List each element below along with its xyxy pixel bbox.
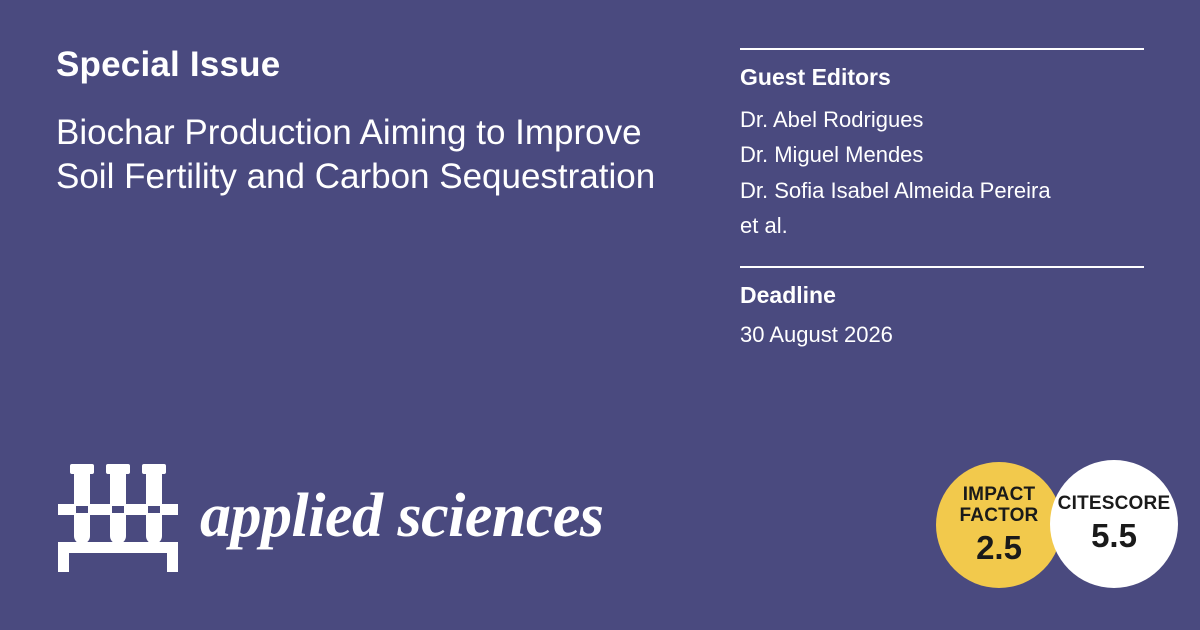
list-item: Dr. Sofia Isabel Almeida Pereira (740, 177, 1051, 203)
journal-title: applied sciences (200, 482, 604, 550)
list-item: Dr. Abel Rodrigues (740, 106, 924, 132)
impact-factor-value: 2.5 (976, 528, 1022, 566)
special-issue-title: Biochar Production Aiming to Improve Soil Fertility and Carbon Sequestration (56, 112, 656, 197)
citescore-label: CITESCORE (1057, 492, 1171, 514)
impact-factor-badge (936, 462, 1062, 588)
guest-editors-list (740, 102, 1144, 245)
impact-factor-label-line2: FACTOR (959, 505, 1039, 527)
deadline-date: 30 August 2026 (740, 321, 893, 347)
divider-top (740, 48, 1144, 50)
guest-editors-heading: Guest Editors (740, 64, 891, 90)
test-tube-rack-icon (58, 460, 178, 572)
journal-brand (58, 460, 604, 572)
deadline-heading: Deadline (740, 282, 836, 309)
meta-panel (740, 48, 1144, 350)
special-issue-kicker: Special Issue (56, 45, 281, 84)
issue-heading-block (56, 46, 676, 200)
citescore-value: 5.5 (1091, 516, 1137, 554)
list-item: et al. (740, 213, 788, 239)
impact-factor-label-line1: IMPACT (962, 484, 1036, 506)
divider-middle (740, 266, 1144, 268)
citescore-badge (1050, 460, 1178, 588)
metric-badges (936, 460, 1178, 588)
list-item: Dr. Miguel Mendes (740, 142, 924, 168)
deadline-block (740, 282, 1144, 350)
